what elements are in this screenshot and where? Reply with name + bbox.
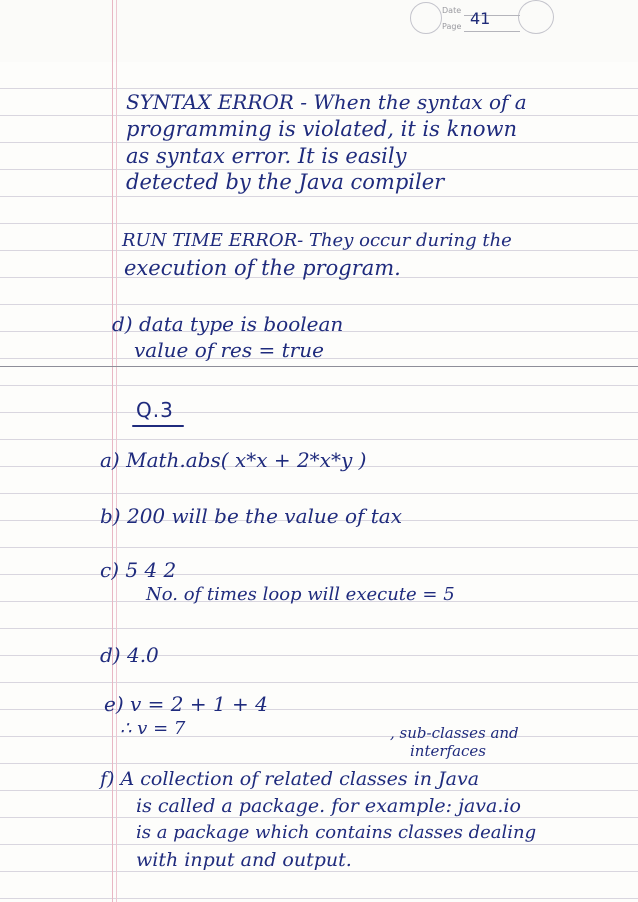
q3-f-2: is called a package. for example: java.io — [136, 795, 521, 817]
q3-c-1: c) 5 4 2 — [100, 558, 177, 582]
prev-d-line-2: value of res = true — [134, 338, 324, 362]
runtime-line-1: RUN TIME ERROR- They occur during the — [122, 230, 512, 251]
q3-b: b) 200 will be the value of tax — [100, 504, 403, 528]
q3-e-2: ∴ v = 7 — [120, 718, 186, 739]
q3-d: d) 4.0 — [100, 643, 159, 667]
runtime-line-2: execution of the program. — [124, 256, 401, 280]
q3-underline — [132, 425, 184, 427]
page-number: 41 — [470, 9, 491, 28]
q3-heading: Q.3 — [136, 398, 174, 422]
q3-c-2: No. of times loop will execute = 5 — [146, 584, 455, 605]
q3-f-1: f) A collection of related classes in Java — [100, 768, 480, 790]
q3-e-1: e) v = 2 + 1 + 4 — [104, 692, 268, 716]
date-oval-left — [410, 2, 442, 34]
section-separator — [0, 366, 638, 367]
q3-f-insert-1: , sub-classes and — [390, 724, 519, 742]
prev-d-line-1: d) data type is boolean — [112, 312, 344, 336]
syntax-line-1: SYNTAX ERROR - When the syntax of a — [126, 90, 527, 114]
date-page-box — [410, 2, 560, 42]
q3-a: a) Math.abs( x*x + 2*x*y ) — [100, 448, 367, 472]
q3-f-insert-2: interfaces — [410, 742, 487, 760]
syntax-line-3: as syntax error. It is easily — [126, 144, 407, 168]
date-oval-right — [518, 0, 554, 34]
syntax-line-4: detected by the Java compiler — [126, 170, 445, 194]
syntax-line-2: programming is violated, it is known — [126, 117, 517, 141]
q3-f-4: with input and output. — [136, 849, 352, 871]
page-line — [464, 31, 520, 32]
date-label: Date — [442, 6, 462, 15]
q3-f-3: is a package which contains classes dealing — [136, 822, 537, 843]
page-label: Page — [442, 22, 462, 31]
